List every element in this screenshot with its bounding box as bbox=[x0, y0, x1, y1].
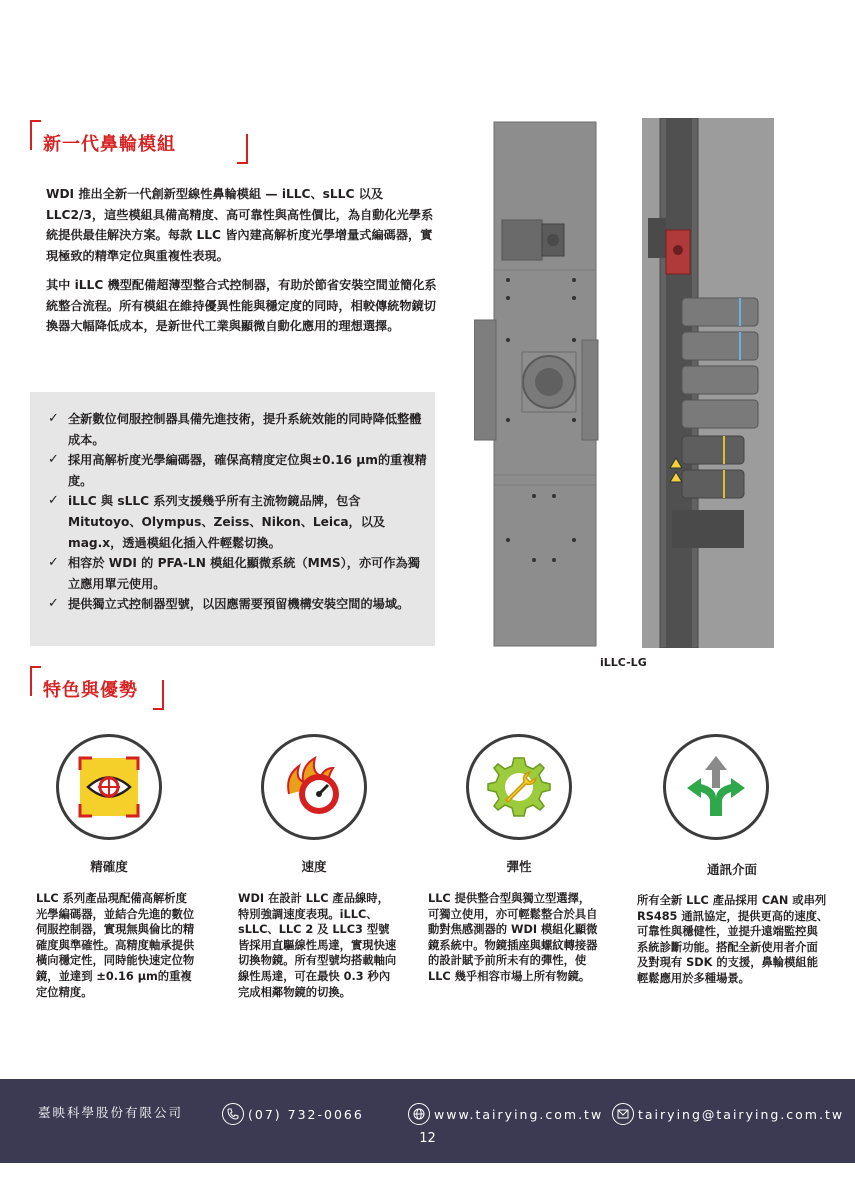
feature-title-speed: 速度 bbox=[301, 859, 327, 874]
footer-phone[interactable]: (07) 732-0066 bbox=[222, 1103, 364, 1125]
check-icon: ✓ bbox=[48, 555, 59, 571]
speedometer-icon bbox=[281, 754, 347, 820]
feature-text-speed: WDI 在設計 LLC 產品線時，特別強調速度表現。iLLC、sLLC、LLC 2 及 LLC3 型號皆採用直驅線性馬達，實現快速切換物鏡。所有型號均搭載軸向線性馬達，可在最快 0.3 秒內完成相鄰物鏡的切換。 bbox=[238, 892, 397, 999]
check-icon: ✓ bbox=[48, 493, 59, 509]
intro-paragraph-2: 其中 iLLC 機型配備超薄型整合式控制器，有助於節省安裝空間並簡化系統整合流程。所有模組在維持優異性能與穩定度的同時，相較傳統物鏡切換器大幅降低成本，是新世代工業與顯微自動化應用的理想選擇。 bbox=[46, 278, 437, 334]
intro-paragraph-1: WDI 推出全新一代創新型線性鼻輪模組 — iLLC、sLLC 以及 LLC2/3，這些模組具備高精度、高可靠性與高性價比，為自動化光學系統提供最佳解決方案。每款 LLC 皆內建高解析度光學增量式編碼器，實現極致的精準定位與重複性表現。 bbox=[46, 187, 434, 263]
highlights-list bbox=[48, 409, 432, 615]
list-item: ✓ 採用高解析度光學編碼器，確保高精度定位與±0.16 μm的重複精度。 bbox=[48, 452, 427, 488]
list-item: ✓ 全新數位伺服控制器具備先進技術，提升系統效能的同時降低整體成本。 bbox=[48, 411, 422, 447]
feature-text-flexibility: LLC 提供整合型與獨立型選擇，可獨立使用，亦可輕鬆整合於具自動對焦感測器的 WDI 模組化顯微鏡系統中。物鏡插座與螺紋轉接器的設計賦予前所未有的彈性，使 LLC 幾乎相容市場上所有物鏡。 bbox=[428, 892, 598, 983]
feature-title-precision: 精確度 bbox=[90, 859, 128, 874]
footer-website[interactable]: www.tairying.com.tw bbox=[408, 1103, 603, 1125]
check-icon: ✓ bbox=[48, 596, 59, 612]
feature-text-precision: LLC 系列產品現配備高解析度光學編碼器，並結合先進的數位伺服控制器，實現無與倫比的精確度與準確性。高精度軸承提供橫向穩定性，同時能快速定位物鏡，並達到 ±0.16 μm的重複定位精度。 bbox=[36, 892, 195, 999]
feature-title-flexibility: 彈性 bbox=[506, 859, 532, 874]
heading-bracket-left bbox=[30, 120, 41, 150]
section-heading-features bbox=[30, 666, 164, 710]
three-arrows-icon bbox=[683, 754, 749, 820]
eye-target-icon bbox=[76, 754, 142, 820]
heading-bracket-right bbox=[237, 134, 248, 164]
feature-title-communication: 通訊介面 bbox=[706, 862, 757, 877]
feature-icon-precision bbox=[56, 734, 162, 840]
product-image-front bbox=[474, 120, 602, 648]
feature-icon-speed bbox=[261, 734, 367, 840]
page-number: 12 bbox=[419, 1131, 436, 1146]
phone-icon bbox=[222, 1103, 244, 1125]
list-item: ✓ iLLC 與 sLLC 系列支援幾乎所有主流物鏡品牌，包含Mitutoyo、Olympus、Zeiss、Nikon、Leica，以及mag.x，透過模組化插入件輕鬆切換。 bbox=[48, 493, 386, 550]
mail-icon bbox=[612, 1103, 634, 1125]
heading-bracket-left bbox=[30, 666, 41, 696]
footer-company: 臺映科學股份有限公司 bbox=[38, 1105, 184, 1120]
feature-text-communication: 所有全新 LLC 產品採用 CAN 或串列 RS485 通訊協定，提供更高的速度、可靠性與穩健性，並提升遠端監控與系統診斷功能。搭配全新使用者介面及對現有 SDK 的支援，鼻輪模組能輕鬆應用於多種場景。 bbox=[637, 894, 829, 985]
globe-icon bbox=[408, 1103, 430, 1125]
gear-wrench-icon bbox=[486, 754, 552, 820]
product-image-side bbox=[642, 118, 774, 648]
check-icon: ✓ bbox=[48, 452, 59, 468]
heading-bracket-right bbox=[153, 680, 164, 710]
product-caption: iLLC-LG bbox=[600, 656, 647, 669]
feature-icon-flexibility bbox=[466, 734, 572, 840]
section-title: 特色與優勢 bbox=[43, 680, 138, 701]
list-item: ✓ 相容於 WDI 的 PFA-LN 模組化顯微系統（MMS），亦可作為獨立應用單元使用。 bbox=[48, 555, 420, 591]
list-item: ✓ 提供獨立式控制器型號，以因應需要預留機構安裝空間的場域。 bbox=[48, 594, 432, 615]
feature-icon-communication bbox=[663, 734, 769, 840]
footer-email[interactable]: tairying@tairying.com.tw bbox=[612, 1103, 844, 1125]
footer bbox=[0, 1079, 855, 1163]
check-icon: ✓ bbox=[48, 411, 59, 426]
section-title: 新一代鼻輪模組 bbox=[43, 134, 176, 155]
section-heading-new-module bbox=[30, 120, 248, 164]
